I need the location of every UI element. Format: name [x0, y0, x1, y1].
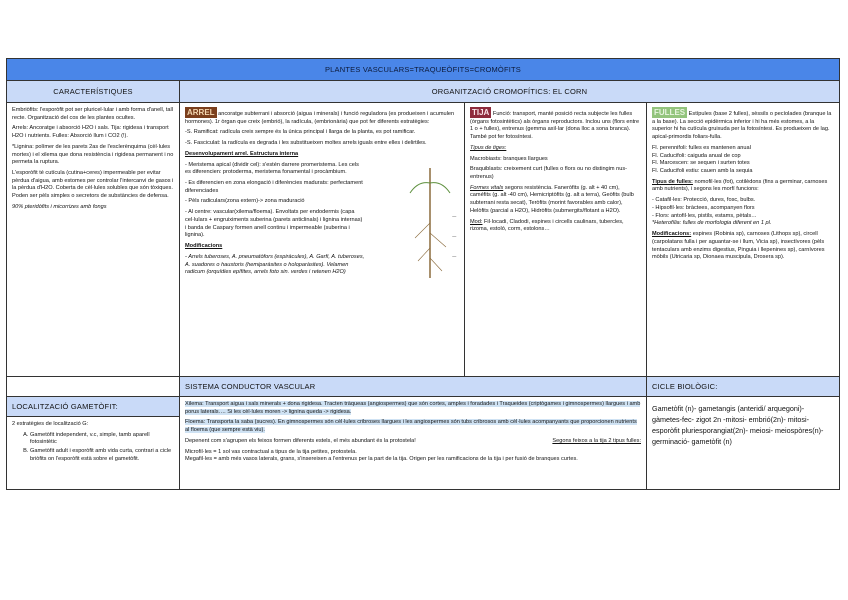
arrel-l2: - Es diferencien en zona elongació i diferències madurats: perfectament diferenciades — [185, 180, 363, 194]
fulles-sec2: Modificacions: — [652, 231, 692, 238]
fulles-f2: Fl. Caducifoli: caiguda anual de cop — [652, 152, 741, 159]
svg-text:—: — — [452, 235, 457, 240]
arrel-tag: ARREL — [187, 108, 215, 117]
header-sistema: SISTEMA CONDUCTOR VASCULAR — [180, 377, 647, 397]
fulles-cell — [647, 103, 839, 377]
arrel-sec1: Desenvolupament arrel. Estructura interna — [185, 150, 299, 157]
fulles-f5: - Catafil·les: Protecció, dures, fosc, bulbs. — [652, 197, 756, 204]
arrel-cell — [180, 103, 465, 377]
arrel-sec2: Modificacions — [185, 243, 223, 250]
header-organitzacio: ORGANITZACIÓ CROMOFÍTICS: EL CORN — [180, 81, 839, 103]
caracteristiques-p4: L'esporòfit té cutícula (cutina+ceres) impermeable per evitar pèrdua d'aigua, amb estomes per controlar l'intercanvi de gasos i la pèrdua d'H2O. Coberta de cèl·lules solubles que són tòxiques. Poden ser pèls simples o secretors de substàncies de defensa. — [12, 170, 174, 200]
sistema-x3: Depenent com s'agrupen els feixos formen diferents estels, el més abundant és la protostela! — [185, 437, 416, 444]
tija-sec1: Tipus de tiges: — [470, 144, 507, 151]
fulles-f8: *Heterofília: fulles de morfologia diferent en 1 pl. — [652, 220, 772, 227]
localitzacio-a: A. Gametòfit independent, v.c, simple, tamb aparell fotosintètic — [30, 432, 174, 447]
caracteristiques-p3: *Lignina: polímer de les parets 2as de l'esclerènquima (cèl·lules mortes) i el xilema que dona resistència i rigidesa permanent i no permeta la ruptura. — [12, 143, 174, 166]
header-localitzacio: LOCALITZACIÓ GAMETÒFIT: — [7, 397, 180, 417]
tija-intro: Funció: transport, manté posició recta subjecte les fulles (òrgans fotosintètics) als òrgans reproductors. Inclou uns (flors entre 1 o + fulles), entrenus (gemma axil·lar (dona lloc a sona branca). També pot fer fotosíntesi. — [470, 111, 640, 141]
localitzacio-intro: 2 estratègies de localització G: — [12, 421, 89, 427]
fulles-sec1: Tipus de fulles: — [652, 178, 693, 185]
fulles-f4: Fl. Caducifoli estiu: cauen amb la sequia — [652, 168, 753, 175]
blank-header — [7, 377, 180, 397]
tija-cell — [465, 103, 647, 377]
svg-text:—: — — [452, 255, 457, 260]
fulles-f6: - Hipsofil·les: bràctees, acompanyen flors — [652, 204, 755, 211]
fulles-tag: FULLES — [654, 108, 686, 117]
caracteristiques-p1: Embriòfits: l'esporòfit pot ser pluricel·lular i amb forma d'anell, tall recte. Organització del cos de les plantes ocultes. — [12, 107, 173, 121]
sistema-x3b: Segons feixos a la tija 2 tipus fulles: — [552, 437, 641, 444]
arrel-l3: - Pèls radiculars(zona extern)-> zona maduració — [185, 198, 305, 205]
header-caracteristiques: CARACTERÍSTIQUES — [7, 81, 180, 103]
arrel-l1: - Meristema apical (dividir cel): s'estén darrere promeristema. Les cels es diferencien: protoderma, meristema fonamental i procàmbium. — [185, 161, 359, 176]
arrel-intro: ancoratge subterrani i absorció (aigua i minerals) i funció reguladora (es produeixen i acumulen hormones). 1r òrgan que creix (embrió), la radícula, (embrionària) que pot fer diferents estratègies: — [185, 111, 455, 125]
caracteristiques-p2: Arrels: Ancoratge i absorció H2O i sals. Tija: rigidesa i transport H2O i nutrients. Fulles: Absorció llum i CO2 (!). — [12, 125, 169, 140]
localitzacio-list — [12, 432, 174, 464]
sistema-x5: Megafil·les = amb més vasos laterals, grans, s'insereixen a l'entrenus per la part de la tija. Origen per les ramificacions de la tija i per fusió de branques curtes. — [185, 456, 578, 463]
sistema-x4: Microfil·les = 1 sol vas contractual a tipus de la tija petites, protostela. — [185, 448, 357, 455]
fulles-f1: Fl. perennifoli: fulles es mantenen anual — [652, 144, 751, 151]
arrel-s2: -S. Fasciculat: la radícula es degrada i les substitueixen moltes arrels iguals entre elles i delirtiles. — [185, 140, 427, 147]
arrel-s1: -S. Ramificat: radícula creix sempre és la única principal i llarga de la planta, es pot ramificar. — [185, 129, 416, 136]
cicle-cell: Gametòfit (n)- gametangis (anteridi/ arquegoni)- gàmetes-fec- zigot 2n -mitosi- embrió(2n)- mitosi- esporòfit pluriesporangiat(2n)- meiosi- meiospòres(n)- germinació- gametòfit (n) — [652, 404, 824, 447]
caracteristiques-p5: 90% pteridòfits i micorrizes amb fongs — [12, 203, 107, 210]
tija-t3: segons resistència. Faneròfits (g. alt + 40 cm), caméfits (g. alt -40 cm), Hemicriptòfits (g. alt a terra), Geòfits (bulb subterrani resta secat), Teròfits (morint favorables amb calor), Helòfits (parcial a H2O), Hidròfits (submergits/flotant a H2O). — [470, 184, 634, 214]
arrel-l4: - Al centre: vascular(xilema/floema). Envoltats per endodermis (capa cel·lulars + engruiximents suberina (parets anticlinals) i lignina internas) i banda de Caspary formen anell continu i impermeable (suberina i lignina). — [185, 209, 363, 239]
tija-tag: TIJA — [472, 108, 490, 117]
tija-sec2: Formes vitals — [470, 184, 504, 191]
summary-table — [6, 58, 840, 490]
localitzacio-cell — [7, 417, 180, 489]
root-diagram — [380, 163, 465, 283]
tija-t2: Braquiblasts: creixement curt (fulles o flors ou no distingim nus-entrenus) — [470, 166, 628, 181]
sistema-x2: Floema: Transporta la saba (sucres). En gimnospermes són cèl·lules cribroses llargues i les angiospermes són tubs cribrosos amb cèl·lules acompanyants que proporcionen nutrients al floema (que sempre està viu). — [185, 419, 637, 434]
fulles-f3: Fl. Marcescen: se sequen i surten totes — [652, 160, 750, 167]
table-title: PLANTES VASCULARS=TRAQUEÒFITS=CROMÒFITS — [7, 59, 839, 81]
sistema-cell — [180, 397, 647, 489]
header-cicle: CICLE BIOLÒGIC: — [647, 377, 839, 397]
fulles-tipus: nomofil·les (fot), cotilèdons (fins a germinar, carnoses amb nutrients), i segons les morfí funcions: — [652, 178, 828, 193]
fulles-f7: - Flors: antofil·les, pistils, estams, pètals… — [652, 212, 757, 219]
tija-t4: Fil·locadi, Cladodi, espines i circells caulinars, tubercles, rizoma, estoló, corm, estolons… — [470, 218, 624, 233]
caracteristiques-cell — [7, 103, 180, 377]
svg-text:—: — — [452, 215, 457, 220]
fulles-f9: espines (Robinia sp), carnoses (Lithops sp), circell (carpolatans fulla i per aguantar-se i llum, Vicia sp), insectívores (pèls tentaculars amb enzims digestius, Pinguia i llepenines sp), carnívores mòbils (Utricaria sp, Dionaea muscipula, Drosera sp). — [652, 231, 825, 261]
sistema-x1: Xilema: Transport aigua i sals minerals + dona rigidesa. Tracten tràqueas (angiospermes) que són cortes, amples i foradades i Traqueides (criptògames i gimnospermes) llargues i amb porus laterals…. Si les cèl·lules moren -> lignina queda -> rigidesa. — [185, 401, 641, 415]
fulles-intro: Estípules (base 2 fulles), sèssils o pecíolades (branque la a la base). La secció epidèrmica inferior i hi ha més estomes, a la superior hi ha cutícula gruixuda per la fotosíntesi. Es produeixen de lag. apical-primordis foliars-fulla. — [652, 111, 832, 141]
arrel-l5: - Arrels tuberoses, A. pneumatòfors (espiràcules), A. Garfi, A. tuberoses, A. suadores o haustoris (hemiparàsites o holoparàsites). Velamen radicum (orquídies epífites, arrels foto sin. verdes i retenen H2O) — [185, 253, 365, 276]
tija-sec3: Mod: — [470, 218, 483, 225]
tija-t1: Macrobiasts: branques llargues — [470, 155, 548, 162]
localitzacio-b: B. Gametòfit adult i esporòfit amb vida curta, contrari a cicle briòfits on l'esporòfit està sobre el gametòfit. — [30, 448, 174, 463]
